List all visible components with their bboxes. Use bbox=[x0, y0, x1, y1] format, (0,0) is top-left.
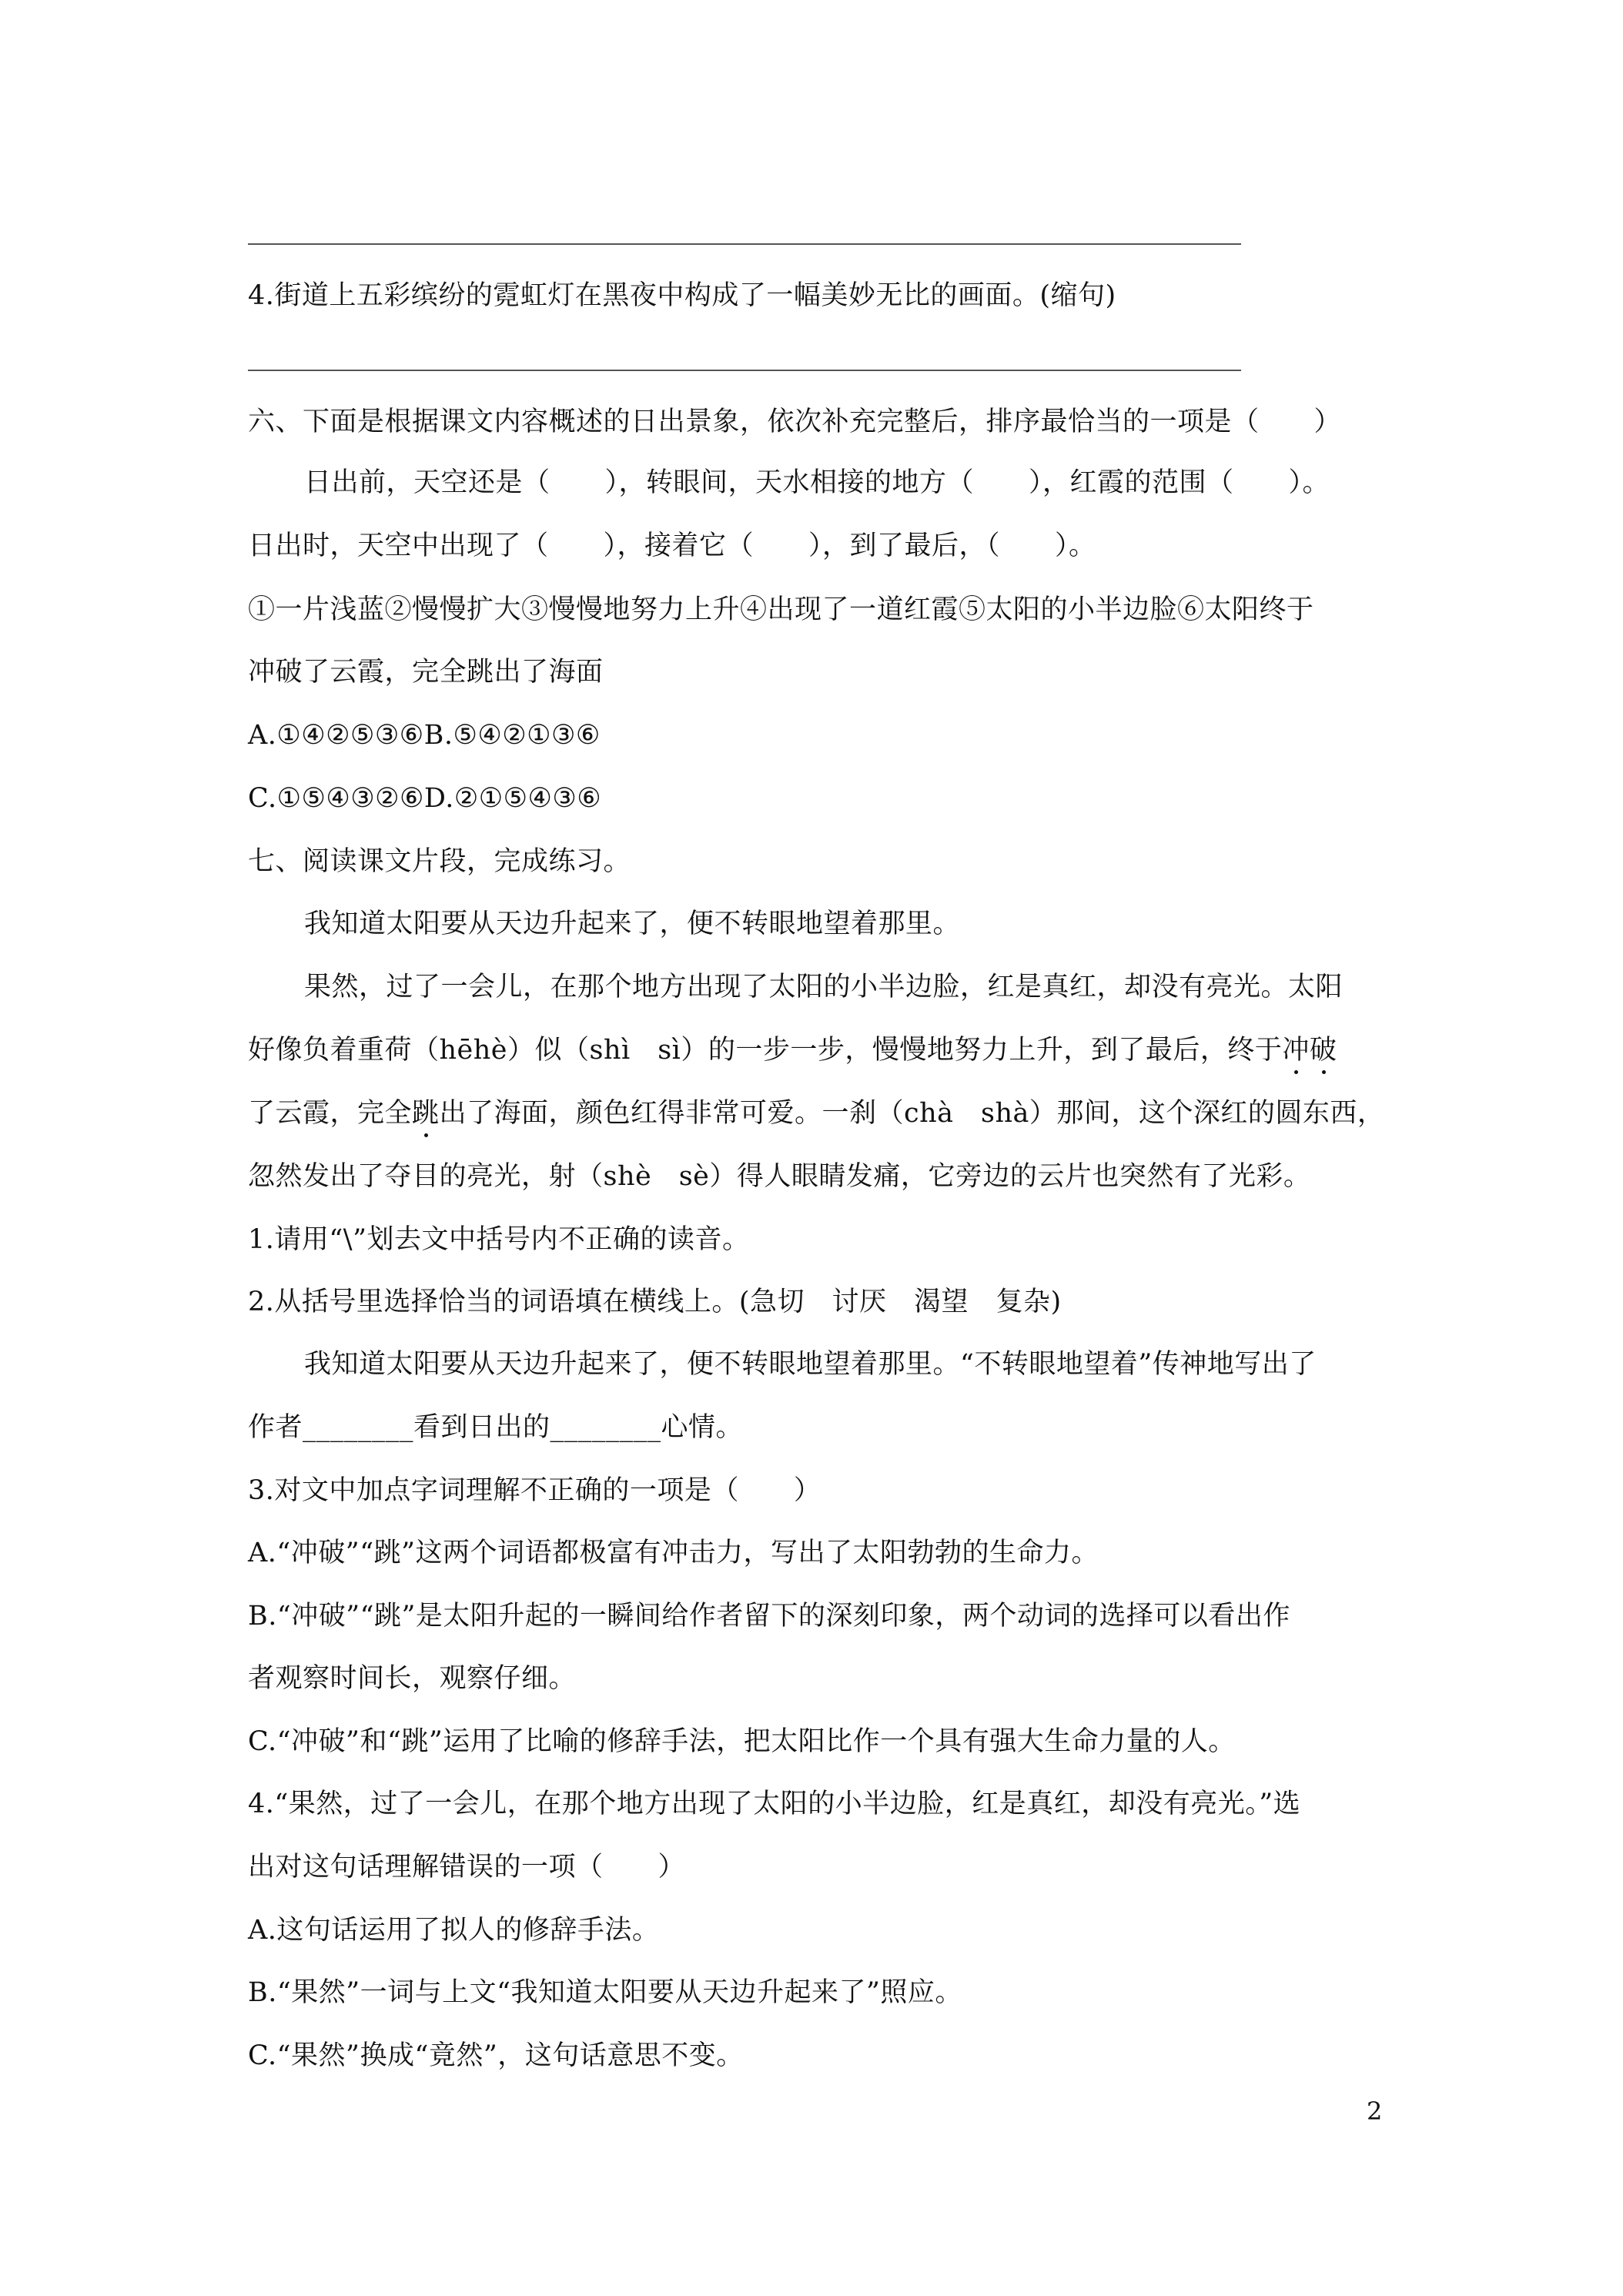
page-number: 2 bbox=[1367, 2097, 1383, 2126]
option-b: B.“冲破”“跳”是太阳升起的一瞬间给作者留下的深刻印象，两个动词的选择可以看出作 bbox=[248, 1601, 1290, 1632]
passage-text: 出了海面，颜色红得非常可爱。一刹（chà shà）那间，这个深红的圆东西， bbox=[439, 1098, 1385, 1129]
passage-paragraph: 我知道太阳要从天边升起来了，便不转眼地望着那里。 bbox=[304, 909, 961, 939]
question-6-options-ab: A.①④②⑤③⑥B.⑤④②①③⑥ bbox=[248, 720, 601, 751]
sub-question-4: 4.“果然，过了一会儿，在那个地方出现了太阳的小半边脸，红是真红，却没有亮光。”选 bbox=[248, 1789, 1301, 1819]
sub-question-2-blanks: 作者________看到日出的________心情。 bbox=[248, 1412, 744, 1443]
option-c: C.“果然”换成“竟然”，这句话意思不变。 bbox=[248, 2040, 744, 2071]
sub-question-2-text: 我知道太阳要从天边升起来了，便不转眼地望着那里。“不转眼地望着”传神地写出了 bbox=[304, 1349, 1317, 1380]
passage-paragraph: 果然，过了一会儿，在那个地方出现了太阳的小半边脸，红是真红，却没有亮光。太阳 bbox=[304, 972, 1344, 1002]
dotted-character: 破 bbox=[1309, 1035, 1337, 1066]
question-7-title: 七、阅读课文片段，完成练习。 bbox=[248, 846, 631, 877]
dotted-character: 跳 bbox=[412, 1098, 440, 1129]
sub-question-3: 3.对文中加点字词理解不正确的一项是（ ） bbox=[248, 1475, 822, 1506]
passage-line bbox=[248, 1096, 1384, 1130]
option-a: A.“冲破”“跳”这两个词语都极富有冲击力，写出了太阳勃勃的生命力。 bbox=[248, 1538, 1099, 1568]
sub-question-2: 2.从括号里选择恰当的词语填在横线上。(急切 讨厌 渴望 复杂) bbox=[248, 1287, 1062, 1317]
passage-text: 好像负着重荷（hēhè）似（shì sì）的一步一步，慢慢地努力上升，到了最后，终于 bbox=[248, 1035, 1283, 1066]
dotted-character: 冲 bbox=[1282, 1035, 1310, 1066]
option-b-continued: 者观察时间长，观察仔细。 bbox=[248, 1663, 577, 1694]
sub-question-4-continued: 出对这句话理解错误的一项（ ） bbox=[248, 1852, 686, 1883]
sub-question-1: 1.请用“\”划去文中括号内不正确的读音。 bbox=[248, 1224, 750, 1255]
question-6-text-line: 日出前，天空还是（ ），转眼间，天水相接的地方（ ），红霞的范围（ ）。 bbox=[304, 467, 1330, 498]
question-6-options-cd: C.①⑤④③②⑥D.②①⑤④③⑥ bbox=[248, 783, 602, 814]
question-6-text-line: ①一片浅蓝②慢慢扩大③慢慢地努力上升④出现了一道红霞⑤太阳的小半边脸⑥太阳终于 bbox=[248, 594, 1314, 625]
passage-line bbox=[248, 1033, 1337, 1067]
answer-line bbox=[248, 243, 1241, 245]
option-a: A.这句话运用了拟人的修辞手法。 bbox=[248, 1915, 660, 1946]
answer-line bbox=[248, 370, 1241, 371]
question-5-item-4: 4.街道上五彩缤纷的霓虹灯在黑夜中构成了一幅美妙无比的画面。(缩句) bbox=[248, 280, 1116, 311]
passage-line: 忽然发出了夺目的亮光，射（shè sè）得人眼睛发痛，它旁边的云片也突然有了光彩。 bbox=[248, 1161, 1311, 1192]
question-6-text-line: 日出时，天空中出现了（ ），接着它（ ），到了最后，（ ）。 bbox=[248, 530, 1096, 561]
option-b: B.“果然”一词与上文“我知道太阳要从天边升起来了”照应。 bbox=[248, 1977, 962, 2008]
question-6-text-line: 冲破了云霞，完全跳出了海面 bbox=[248, 657, 604, 688]
passage-text: 了云霞，完全 bbox=[248, 1098, 413, 1129]
option-c: C.“冲破”和“跳”运用了比喻的修辞手法，把太阳比作一个具有强大生命力量的人。 bbox=[248, 1726, 1236, 1757]
question-6-title: 六、下面是根据课文内容概述的日出景象，依次补充完整后，排序最恰当的一项是（ ） bbox=[248, 407, 1342, 437]
